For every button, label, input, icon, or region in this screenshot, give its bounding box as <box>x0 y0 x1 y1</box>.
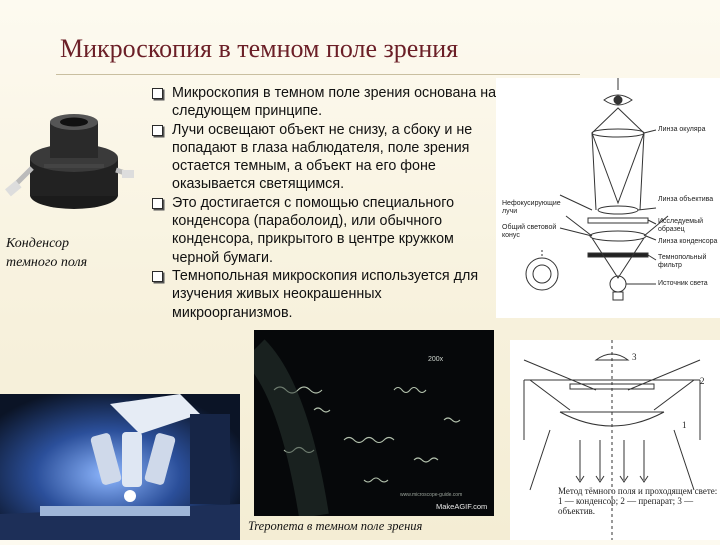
bullet-item: Темнопольная микроскопия используется для изучения живых неокрашенных микроорганизмов. <box>148 267 498 322</box>
label-unfocused-rays: Нефокусирующие лучи <box>502 200 561 215</box>
image-watermark: MakeAGIF.com <box>436 502 488 511</box>
spirochete-drawing <box>254 330 494 516</box>
condenser-caption <box>6 234 136 272</box>
bullet-box-icon <box>152 198 163 209</box>
bullet-item: Микроскопия в темном поле зрения основана на следующем принципе. <box>148 84 498 121</box>
bullet-item: Лучи освещают объект не снизу, а сбоку и не попадают в глаза наблюдателя, поле зрения остается темным, а объект на его фоне оказывается светящимся. <box>148 121 498 194</box>
treponema-dark-field-image <box>254 330 494 516</box>
magnification-label: 200x <box>428 356 444 363</box>
label-condenser-lens: Линза конденсора <box>658 238 718 245</box>
title-divider <box>56 74 580 75</box>
diagram-number-3: 3 <box>632 352 637 362</box>
label-objective-lens: Линза объектива <box>658 196 714 203</box>
microscope-photo <box>0 394 240 540</box>
slide-title: Микроскопия в темном поле зрения <box>60 34 459 63</box>
condenser-caption-line2: темного поля <box>6 255 88 270</box>
label-hollow-cone: Общий световой конус <box>502 224 557 239</box>
label-dark-filter: Темнопольный фильтр <box>658 254 707 269</box>
diagram-number-1: 1 <box>682 420 687 430</box>
method-caption: Метод тёмного поля и проходящем свете: 1 — конденсор; 2 — препарат; 3 — объектив. <box>558 486 718 516</box>
bullet-box-icon <box>152 271 163 282</box>
label-sample: Исследуемый образец <box>658 218 704 233</box>
image-source-url: www.microscope-guide.com <box>400 492 463 498</box>
diagram-number-2: 2 <box>700 376 705 386</box>
bullet-list <box>148 84 498 322</box>
dark-field-optics-diagram <box>496 78 720 318</box>
label-light-source: Источник света <box>658 280 708 287</box>
bullet-box-icon <box>152 88 163 99</box>
bullet-item: Это достигается с помощью специального конденсора (параболоид), или обычного конденсора, прикрытого в центре кружком черной бумаги. <box>148 194 498 267</box>
bullet-box-icon <box>152 125 163 136</box>
dark-field-condenser-photo <box>4 100 138 220</box>
treponema-caption: Treponema в темном поле зрения <box>248 519 423 533</box>
condenser-caption-line1: Конденсор <box>6 236 69 251</box>
label-ocular-lens: Линза окуляра <box>658 126 706 133</box>
